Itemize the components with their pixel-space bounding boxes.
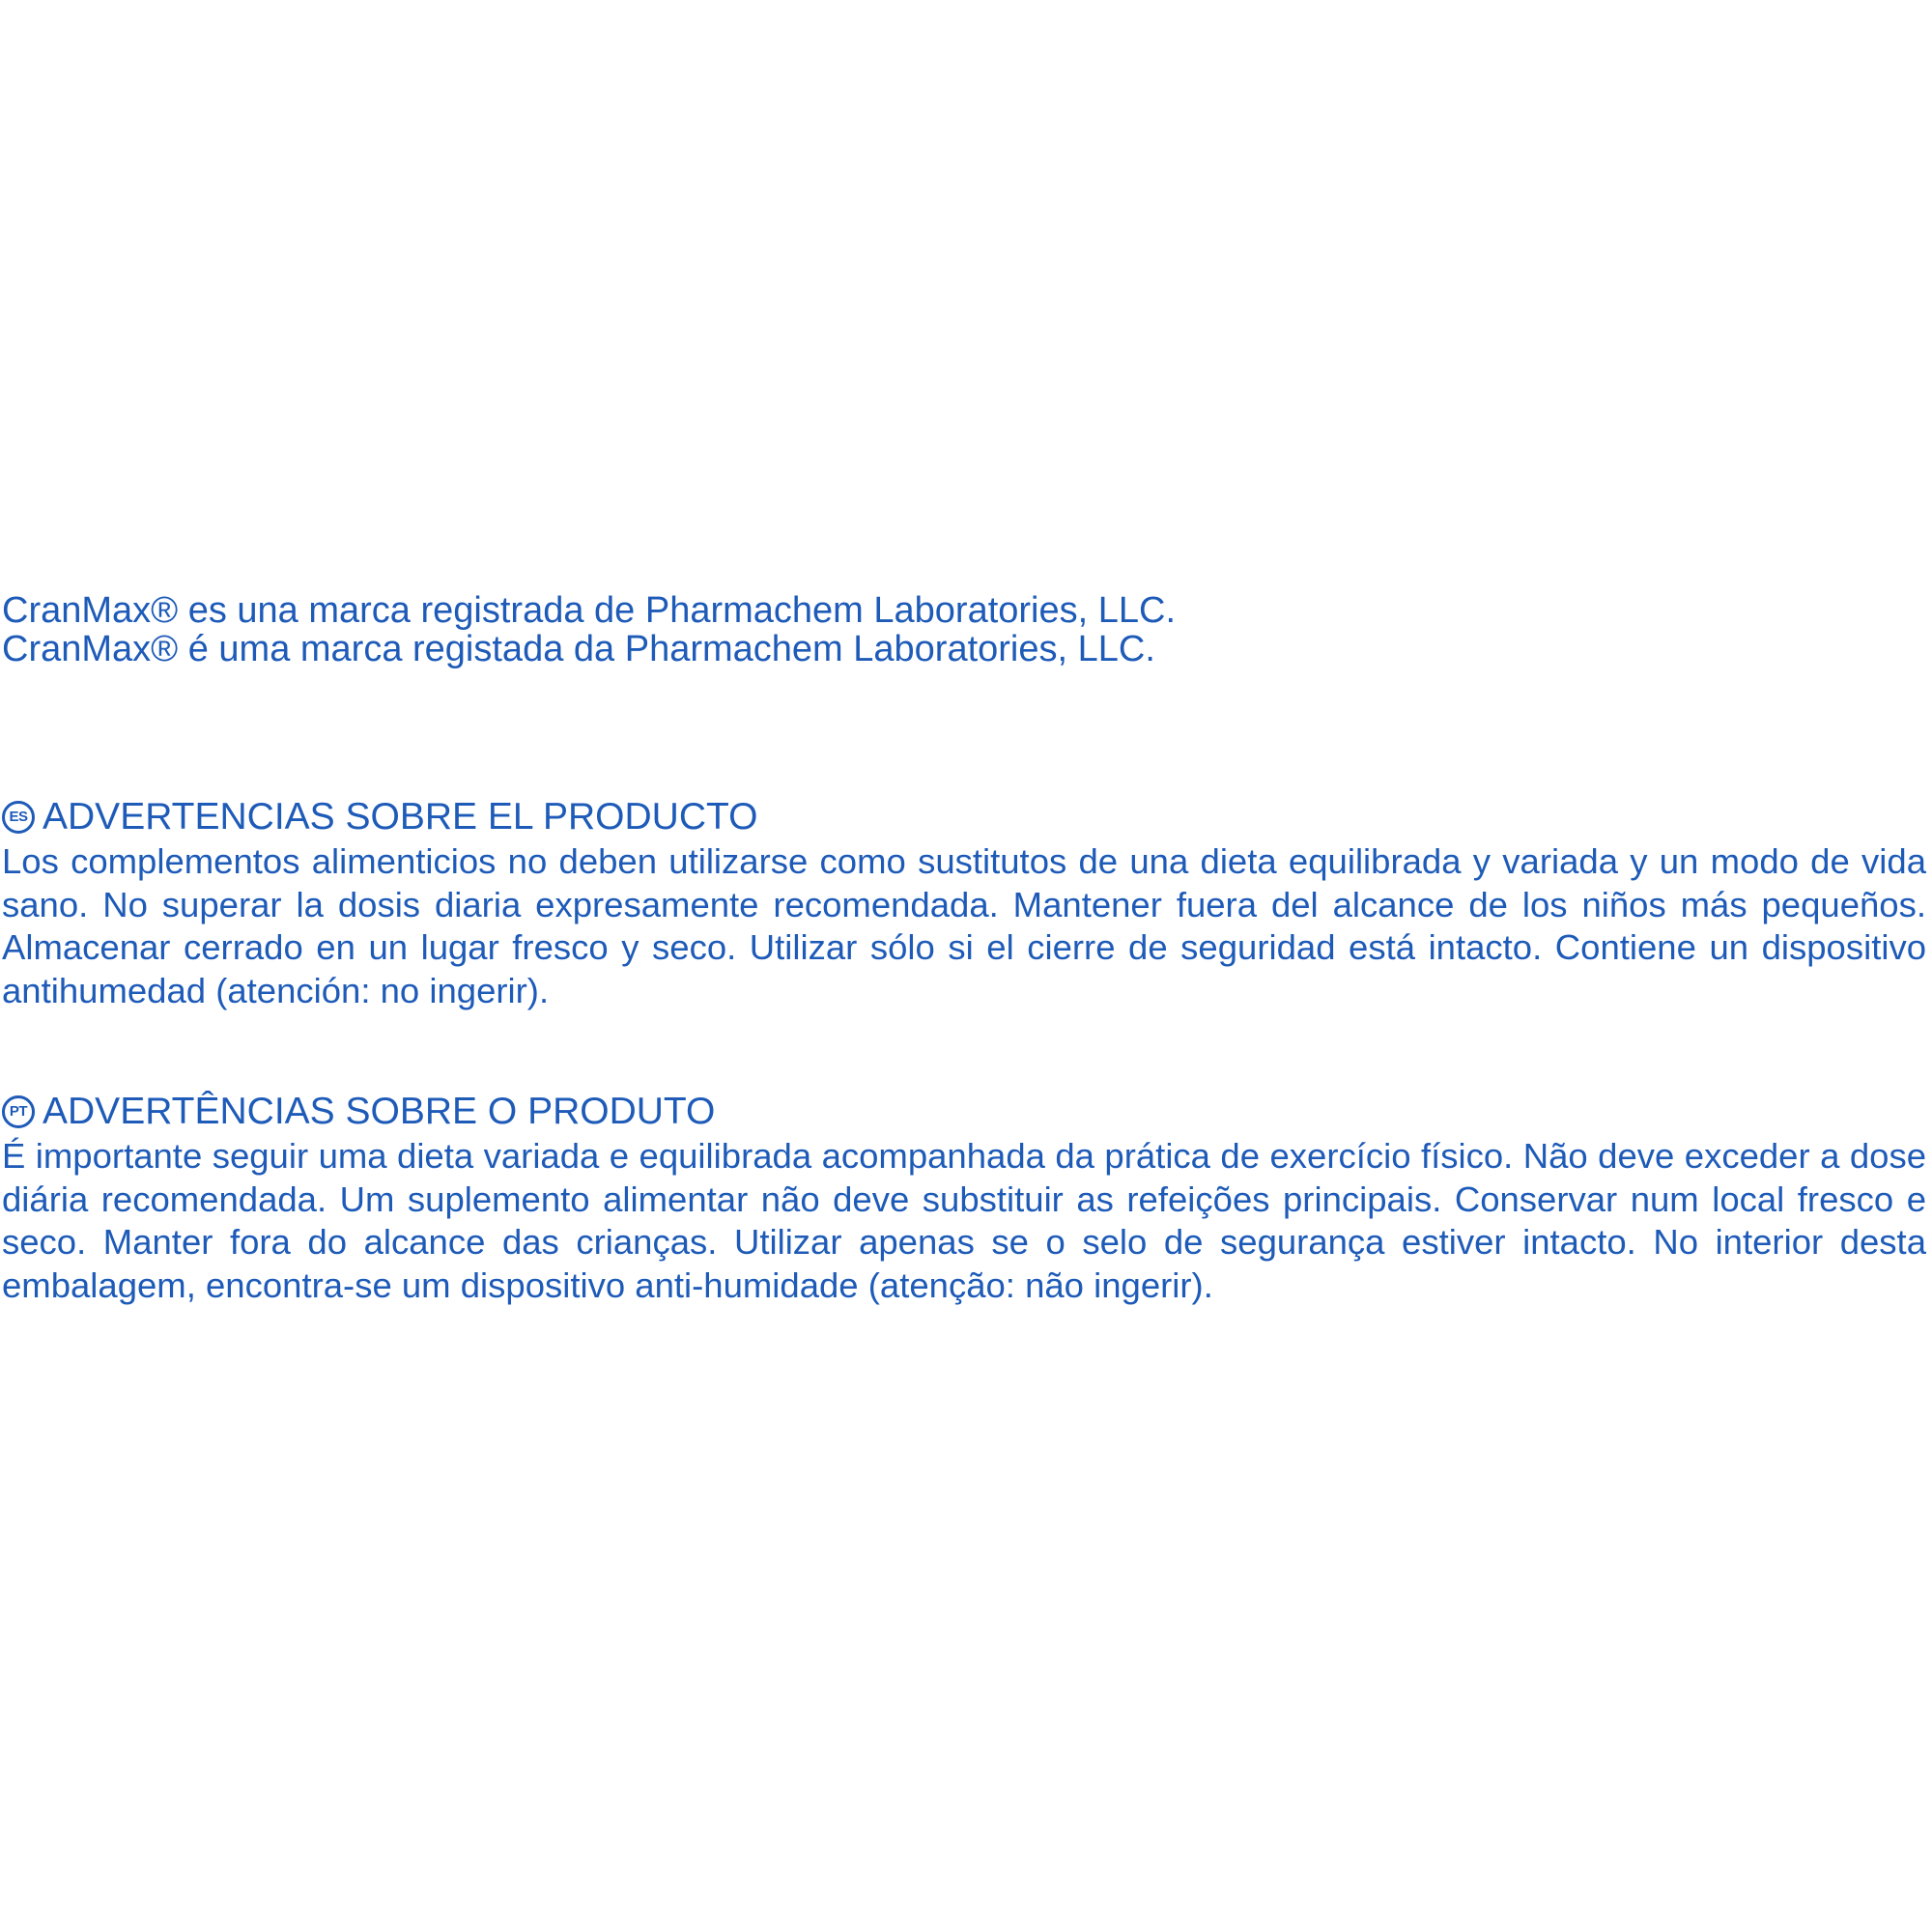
- warnings-section-pt: [2, 1089, 1926, 1307]
- warnings-title-es: ADVERTENCIAS SOBRE EL PRODUCTO: [43, 796, 758, 838]
- language-es-icon: ES: [2, 801, 35, 834]
- language-pt-icon: PT: [2, 1095, 35, 1128]
- warnings-body-es: Los complementos alimenticios no deben utilizarse como sustitutos de una dieta equilibrada y variada y un modo de vida sano. No superar la dosis diaria expresamente recomendada. Mantener fuera del alcance de los niños más pequeños. Almacenar cerrado en un lugar fresco y seco. Utilizar sólo si el cierre de seguridad está intacto. Contiene un dispositivo antihumedad (atención: no ingerir).: [2, 841, 1926, 1010]
- warnings-title-pt: ADVERTÊNCIAS SOBRE O PRODUTO: [43, 1091, 716, 1132]
- warnings-heading-pt: [2, 1089, 1926, 1135]
- trademark-line-es: CranMax® es una marca registrada de Pharmachem Laboratories, LLC.: [2, 590, 1177, 631]
- trademark-line-pt: CranMax® é uma marca registada da Pharmachem Laboratories, LLC.: [2, 629, 1155, 669]
- warnings-heading-es: [2, 794, 1926, 840]
- warnings-section-es: [2, 794, 1926, 1012]
- trademark-notice: [2, 591, 1926, 668]
- warnings-body-pt: É importante seguir uma dieta variada e equilibrada acompanhada da prática de exercício físico. Não deve exceder a dose diária recomendada. Um suplemento alimentar não deve substituir as refeições principais. Conservar num local fresco e seco. Manter fora do alcance das crianças. Utilizar apenas se o selo de segurança estiver intacto. No interior desta embalagem, encontra-se um dispositivo anti-humidade (atenção: não ingerir).: [2, 1136, 1926, 1305]
